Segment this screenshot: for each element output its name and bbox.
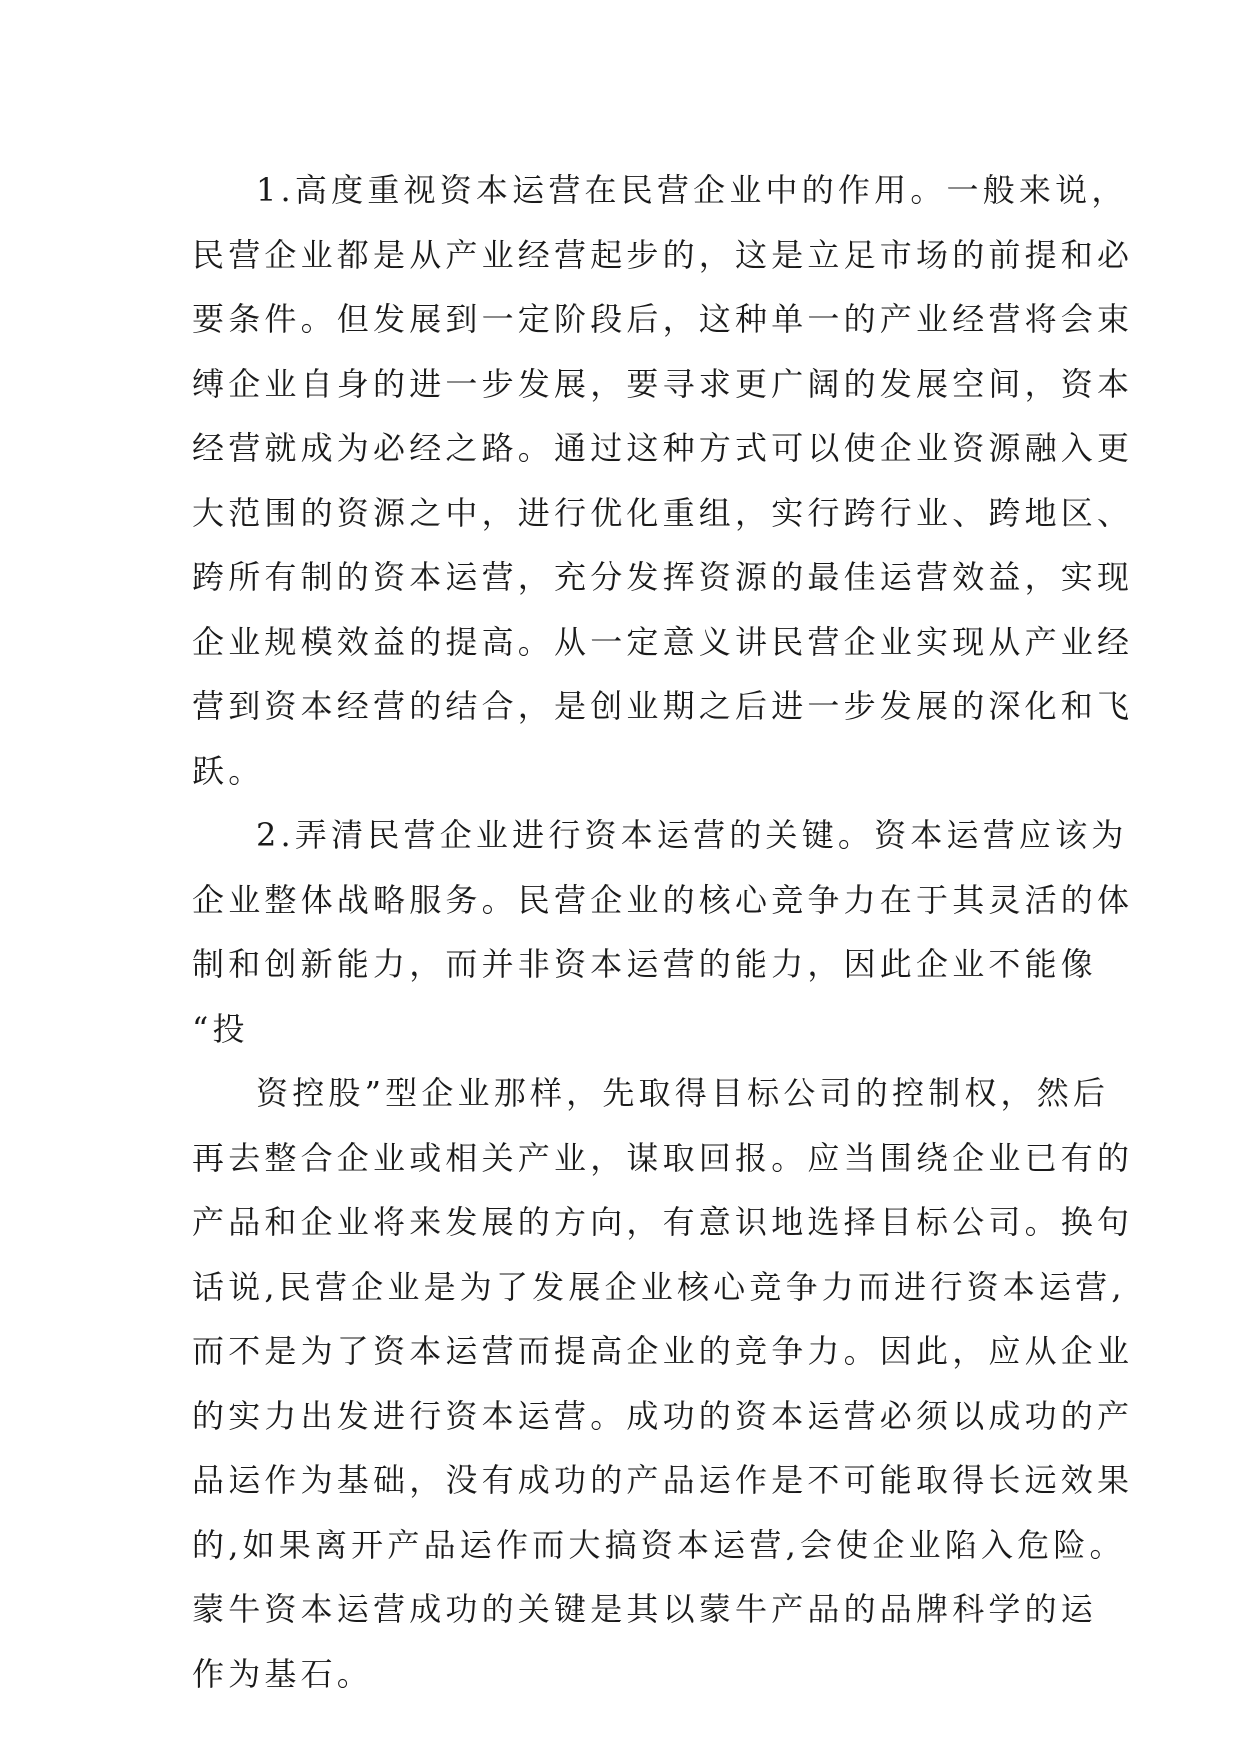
text-line: 的实力出发进行资本运营。成功的资本运营必须以成功的产 [192, 1396, 1134, 1435]
document-body [192, 158, 1134, 1706]
text-line: 跃。 [192, 751, 265, 790]
text-line: “投 [192, 1009, 249, 1048]
paragraph-holding-company-comparison [192, 1061, 1134, 1706]
text-line: 要条件。但发展到一定阶段后，这种单一的产业经营将会束 [192, 300, 1134, 338]
text-line: 缚企业自身的进一步发展，要寻求更广阔的发展空间，资本 [192, 364, 1134, 403]
text-line: 话说,民营企业是为了发展企业核心竞争力而进行资本运营, [192, 1267, 1126, 1306]
text-line: 作为基石。 [192, 1654, 374, 1693]
text-line: 大范围的资源之中，进行优化重组，实行跨行业、跨地区、 [192, 493, 1134, 532]
text-line: 经营就成为必经之路。通过这种方式可以使企业资源融入更 [192, 429, 1134, 467]
text-line: 企业整体战略服务。民营企业的核心竞争力在于其灵活的体 [192, 880, 1134, 919]
text-line: 再去整合企业或相关产业，谋取回报。应当围绕企业已有的 [192, 1138, 1134, 1177]
text-line: 品运作为基础，没有成功的产品运作是不可能取得长远效果 [192, 1461, 1134, 1499]
text-line: 企业规模效益的提高。从一定意义讲民营企业实现从产业经 [192, 622, 1134, 661]
text-line: 营到资本经营的结合，是创业期之后进一步发展的深化和飞 [192, 687, 1134, 725]
text-line: 制和创新能力，而并非资本运营的能力，因此企业不能像 [192, 945, 1098, 983]
text-line: 而不是为了资本运营而提高企业的竞争力。因此，应从企业 [192, 1332, 1134, 1370]
text-line: 民营企业都是从产业经营起步的，这是立足市场的前提和必 [192, 235, 1134, 274]
text-line: 的,如果离开产品运作而大搞资本运营,会使企业陷入危险。 [192, 1525, 1126, 1564]
text-line: 1.高度重视资本运营在民营企业中的作用。一般来说， [256, 171, 1128, 209]
paragraph-capital-operation-role [192, 158, 1134, 803]
text-line: 产品和企业将来发展的方向，有意识地选择目标公司。换句 [192, 1203, 1134, 1241]
text-line: 2.弄清民营企业进行资本运营的关键。资本运营应该为 [256, 816, 1128, 854]
text-line: 跨所有制的资本运营，充分发挥资源的最佳运营效益，实现 [192, 558, 1134, 596]
text-line: 资控股”型企业那样，先取得目标公司的控制权，然后 [256, 1074, 1110, 1112]
text-line: 蒙牛资本运营成功的关键是其以蒙牛产品的品牌科学的运 [192, 1590, 1098, 1628]
paragraph-capital-operation-key [192, 803, 1134, 1061]
